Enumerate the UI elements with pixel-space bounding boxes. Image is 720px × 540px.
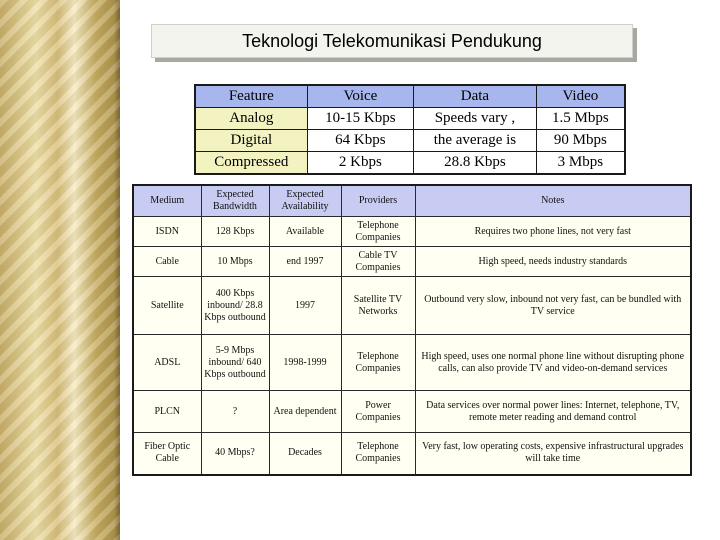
table1-row-feature: Digital (195, 130, 307, 152)
decorative-side-band (0, 0, 120, 540)
table2-cell-medium: Satellite (133, 277, 201, 335)
table2-header-medium: Medium (133, 185, 201, 217)
table2-cell-notes: Outbound very slow, inbound not very fast, can be bundled with TV service (415, 277, 691, 335)
table2-cell-notes: Very fast, low operating costs, expensive infrastructural upgrades will take time (415, 433, 691, 475)
table2-cell-bandwidth: 10 Mbps (201, 247, 269, 277)
table2-header-notes: Notes (415, 185, 691, 217)
table2-cell-availability: 1998-1999 (269, 335, 341, 391)
table2-cell-bandwidth: 128 Kbps (201, 217, 269, 247)
table2-cell-notes: High speed, uses one normal phone line without disrupting phone calls, can also provide TV and video-on-demand services (415, 335, 691, 391)
table1-cell-video: 1.5 Mbps (536, 108, 625, 130)
table1-header-feature: Feature (195, 85, 307, 108)
table-row (133, 277, 691, 335)
table2-cell-medium: Cable (133, 247, 201, 277)
table-row (133, 433, 691, 475)
table2-cell-medium: ADSL (133, 335, 201, 391)
table-row (195, 152, 625, 175)
table2-header-bandwidth: Expected Bandwidth (201, 185, 269, 217)
table1-cell-video: 3 Mbps (536, 152, 625, 175)
medium-comparison-table (132, 184, 692, 476)
table1-header-row (195, 85, 625, 108)
table2-cell-bandwidth: 5-9 Mbps inbound/ 640 Kbps outbound (201, 335, 269, 391)
table2-cell-bandwidth: 400 Kbps inbound/ 28.8 Kbps outbound (201, 277, 269, 335)
table1-cell-data: Speeds vary , (414, 108, 537, 130)
table1-cell-data: the average is (414, 130, 537, 152)
table1-cell-voice: 2 Kbps (307, 152, 413, 175)
table2-cell-availability: 1997 (269, 277, 341, 335)
slide-title (151, 24, 633, 58)
table-row (133, 335, 691, 391)
table2-cell-availability: Decades (269, 433, 341, 475)
table2-cell-providers: Telephone Companies (341, 433, 415, 475)
table-row (195, 130, 625, 152)
table2-cell-medium: PLCN (133, 391, 201, 433)
slide-title-text: Teknologi Telekomunikasi Pendukung (242, 30, 542, 51)
table1-row-feature: Compressed (195, 152, 307, 175)
table2-cell-providers: Cable TV Companies (341, 247, 415, 277)
table1-cell-video: 90 Mbps (536, 130, 625, 152)
table2-cell-providers: Telephone Companies (341, 217, 415, 247)
table-row (133, 247, 691, 277)
table2-cell-medium: ISDN (133, 217, 201, 247)
table2-header-providers: Providers (341, 185, 415, 217)
table-row (195, 108, 625, 130)
table2-cell-medium: Fiber Optic Cable (133, 433, 201, 475)
table-row (133, 217, 691, 247)
table2-cell-availability: Area dependent (269, 391, 341, 433)
table2-header-availability: Expected Availability (269, 185, 341, 217)
table1-cell-voice: 64 Kbps (307, 130, 413, 152)
table2-cell-notes: Data services over normal power lines: Internet, telephone, TV, remote meter reading and demand control (415, 391, 691, 433)
table2-cell-providers: Satellite TV Networks (341, 277, 415, 335)
table2-cell-providers: Power Companies (341, 391, 415, 433)
table1-header-data: Data (414, 85, 537, 108)
table2-cell-availability: end 1997 (269, 247, 341, 277)
table2-header-row (133, 185, 691, 217)
feature-speed-table (194, 84, 626, 175)
table-row (133, 391, 691, 433)
table1-header-voice: Voice (307, 85, 413, 108)
table1-cell-voice: 10-15 Kbps (307, 108, 413, 130)
table2-cell-availability: Available (269, 217, 341, 247)
table2-cell-notes: Requires two phone lines, not very fast (415, 217, 691, 247)
table2-cell-bandwidth: 40 Mbps? (201, 433, 269, 475)
table1-header-video: Video (536, 85, 625, 108)
table1-cell-data: 28.8 Kbps (414, 152, 537, 175)
table1-row-feature: Analog (195, 108, 307, 130)
table2-cell-bandwidth: ? (201, 391, 269, 433)
table2-cell-providers: Telephone Companies (341, 335, 415, 391)
table2-cell-notes: High speed, needs industry standards (415, 247, 691, 277)
